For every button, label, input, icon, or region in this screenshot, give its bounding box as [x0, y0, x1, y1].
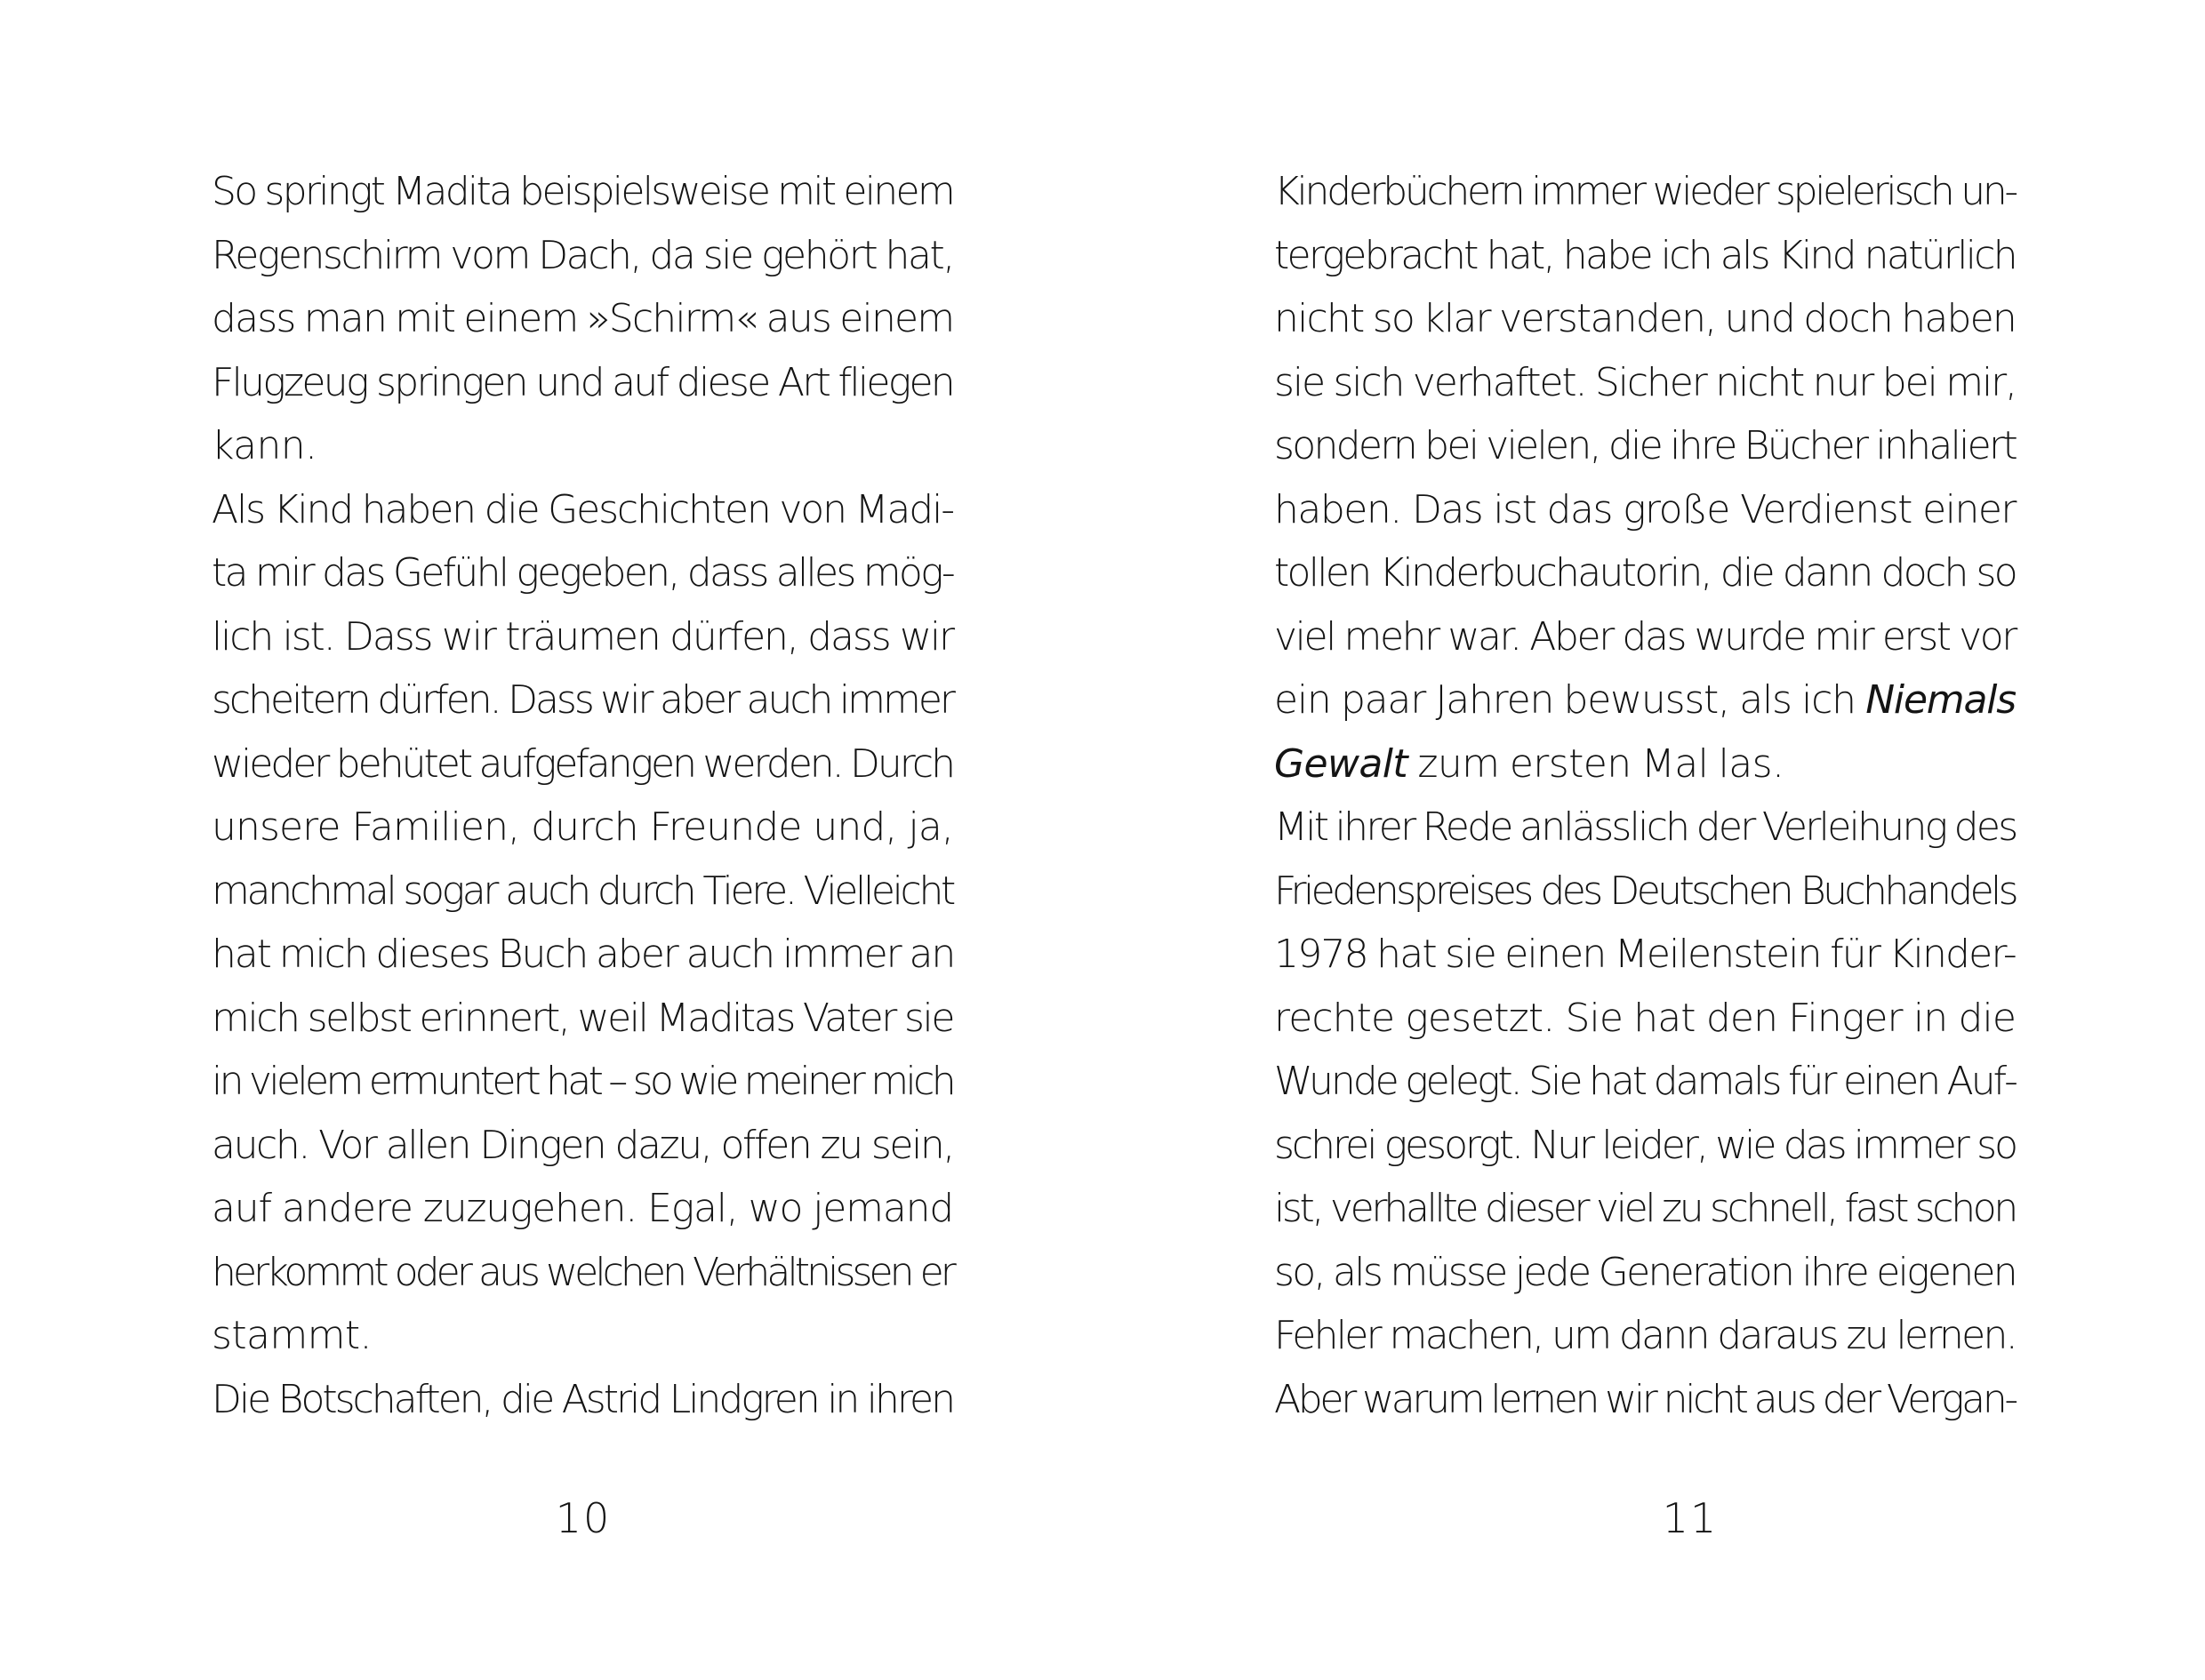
text-line: tergebracht hat, habe ich als Kind natürlich	[1274, 232, 2016, 278]
book-title-italic: Niemals	[1865, 677, 2016, 723]
text-line: auf andere zuzugehen. Egal, wo jemand	[212, 1186, 953, 1231]
text-line: schrei gesorgt. Nur leider, wie das immer so	[1274, 1122, 2016, 1168]
text-line: kann.	[212, 423, 317, 468]
text-line: auch. Vor allen Dingen dazu, offen zu sein,	[212, 1122, 953, 1168]
text-line: scheitern dürfen. Dass wir aber auch immer	[212, 677, 953, 723]
text-line: so, als müsse jede Generation ihre eigenen	[1274, 1249, 2016, 1295]
text-line: Friedenspreises des Deutschen Buchhandels	[1274, 868, 2016, 914]
text-line: ist, verhallte dieser viel zu schnell, fast schon	[1274, 1186, 2016, 1231]
text-line: nicht so klar verstanden, und doch haben	[1274, 296, 2016, 341]
text-line: sondern bei vielen, die ihre Bücher inhaliert	[1274, 423, 2016, 468]
text-line: dass man mit einem »Schirm« aus einem	[212, 296, 954, 341]
text-line	[1274, 668, 2016, 732]
text-line: stammt.	[212, 1313, 372, 1358]
text-line: lich ist. Dass wir träumen dürfen, dass wir	[212, 613, 953, 660]
text-line: in vielem ermuntert hat – so wie meiner mich	[212, 1059, 953, 1104]
text-line: viel mehr war. Aber das wurde mir erst vor	[1274, 613, 2016, 660]
text-line: Kinderbüchern immer wieder spielerisch un-	[1274, 169, 2016, 214]
text-line: hat mich dieses Buch aber auch immer an	[212, 932, 955, 977]
text-line	[1274, 732, 2016, 796]
text-line: 1978 hat sie einen Meilenstein für Kinder-	[1274, 932, 2016, 977]
text-line: Als Kind haben die Geschichten von Madi-	[212, 486, 953, 532]
text-line: Fehler machen, um dann daraus zu lernen.	[1274, 1313, 2016, 1358]
text-line: wieder behütet aufgefangen werden. Durch	[212, 740, 953, 787]
right-page-body-text	[1274, 160, 2016, 1431]
text-line: unsere Familien, durch Freunde und, ja,	[212, 804, 953, 850]
text-line: manchmal sogar auch durch Tiere. Vielleicht	[212, 868, 953, 914]
text-line: ta mir das Gefühl gegeben, dass alles mög-	[212, 550, 953, 596]
text-line: mich selbst erinnert, weil Maditas Vater sie	[212, 995, 953, 1041]
text-line: Regenschirm vom Dach, da sie gehört hat,	[212, 232, 953, 278]
left-page-number: 10	[555, 1494, 612, 1542]
text-line: tollen Kinderbuchautorin, die dann doch so	[1274, 550, 2016, 596]
text-line: herkommt oder aus welchen Verhältnissen er	[212, 1249, 953, 1295]
text-line: Flugzeug springen und auf diese Art fliegen	[212, 359, 953, 405]
text-line: Aber warum lernen wir nicht aus der Vergan-	[1274, 1376, 2016, 1422]
left-page	[0, 0, 1102, 1680]
right-page	[1102, 0, 2205, 1680]
text-line: Mit ihrer Rede anlässlich der Verleihung des	[1274, 804, 2017, 850]
left-page-body-text	[212, 160, 953, 1431]
text-line: Wunde gelegt. Sie hat damals für einen Auf-	[1274, 1059, 2016, 1104]
book-title-italic: Gewalt	[1274, 740, 1407, 787]
text-line-prefix: ein paar Jahren bewusst, als ich	[1274, 677, 1856, 723]
text-line: sie sich verhaftet. Sicher nicht nur bei mir,	[1274, 359, 2016, 405]
text-line: Die Botschaften, die Astrid Lindgren in ihren	[212, 1376, 953, 1422]
text-line-suffix: zum ersten Mal las.	[1407, 740, 1784, 787]
text-line: So springt Madita beispielsweise mit einem	[212, 169, 953, 214]
right-page-number: 11	[1662, 1494, 1719, 1542]
text-line: haben. Das ist das große Verdienst einer	[1274, 486, 2016, 532]
text-line: rechte gesetzt. Sie hat den Finger in die	[1274, 995, 2016, 1041]
